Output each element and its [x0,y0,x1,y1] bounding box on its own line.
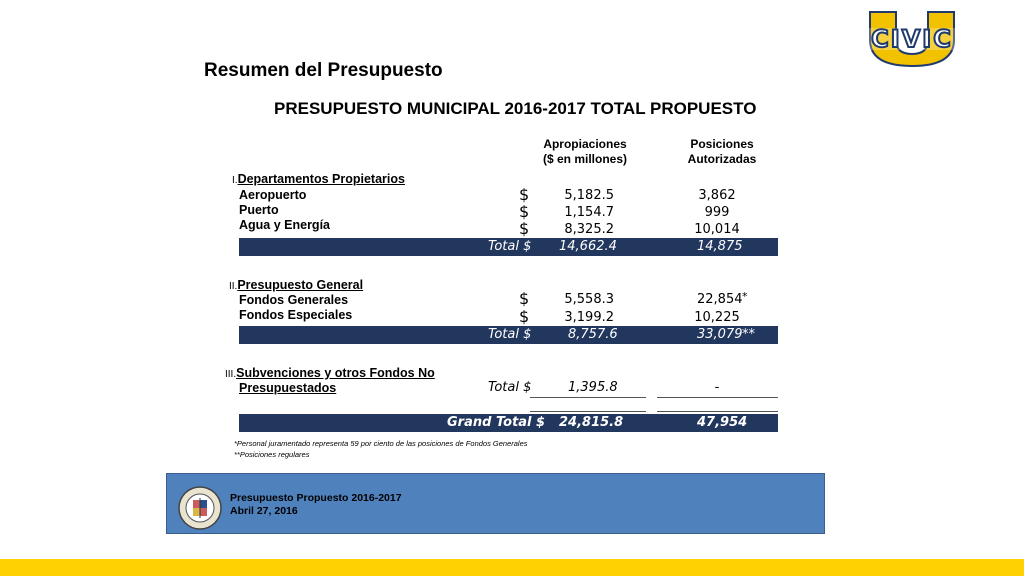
section-3-heading [225,366,435,382]
logo-letters: CIVIC [871,25,953,53]
row-amount: 3,199.2 [564,310,614,325]
footer-date: Abril 27, 2016 [230,505,298,517]
footnote: *Personal juramentado representa 59 por ciento de las posiciones de Fondos Generales [234,439,528,448]
row-positions: 999 [704,205,730,220]
row-amount: 5,182.5 [564,188,614,203]
bottom-band [0,559,1024,576]
total-positions: 14,875 [697,239,743,254]
positions-header [657,137,787,167]
divider [530,397,646,398]
civic-u-logo [856,10,968,68]
row-currency: $ [519,289,530,308]
row-label: Fondos Generales [239,293,349,307]
row-currency: $ [519,202,530,221]
footer-title: Presupuesto Propuesto 2016-2017 [230,492,402,504]
section-1-heading-text: Departamentos Propietarios [237,172,405,186]
section-1-heading [232,172,405,188]
row-label: Fondos Especiales [239,308,353,322]
total-amount: 14,662.4 [559,239,617,254]
total-label: Total $ [488,239,532,254]
positions-header-line2: Autorizadas [687,152,757,166]
section-2-heading [229,278,363,294]
total-amount: 8,757.6 [568,327,618,342]
section-title: Resumen del Presupuesto [204,60,443,81]
total-positions: - [714,380,720,395]
row-positions: 3,862 [698,188,736,203]
footnote-mark: * [742,290,748,303]
total-label: Total $ [488,327,532,342]
row-currency: $ [519,219,530,238]
total-amount: 1,395.8 [568,380,618,395]
row-label: Puerto [239,203,279,217]
grand-total-label: Grand Total $ [447,415,546,430]
appropriations-header-line2: ($ en millones) [542,152,628,166]
divider [657,411,778,412]
row-positions: 10,225 [694,310,740,325]
row-amount: 1,154.7 [564,205,614,220]
section-1-roman: I. [232,175,238,186]
section-3-heading-line2: Presupuestados [239,381,337,395]
section-3-heading-line1: Subvenciones y otros Fondos No [236,366,435,380]
positions-header-line1: Posiciones [690,137,754,151]
footnote-mark: ** [742,327,755,342]
row-currency: $ [519,307,530,326]
section-3-roman: III. [225,369,237,380]
section-2-roman: II. [229,281,238,292]
main-title: PRESUPUESTO MUNICIPAL 2016-2017 TOTAL PROPUESTO [274,99,757,118]
grand-total-positions: 47,954 [697,415,748,430]
total-positions: 33,079 [697,327,743,342]
row-currency: $ [519,185,530,204]
divider [657,397,778,398]
grand-total-amount: 24,815.8 [559,415,624,430]
footnote: **Posiciones regulares [234,450,310,459]
row-amount: 8,325.2 [564,222,614,237]
section-2-heading-text: Presupuesto General [237,278,364,292]
row-label: Aeropuerto [239,188,307,202]
row-positions: 10,014 [694,222,740,237]
total-label: Total $ [488,380,532,395]
appropriations-header-line1: Apropiaciones [543,137,627,151]
divider [530,411,646,412]
row-label: Agua y Energía [239,218,330,232]
city-seal-icon [178,486,222,530]
row-positions: 22,854 [697,292,743,307]
row-amount: 5,558.3 [564,292,614,307]
appropriations-header [520,137,650,167]
